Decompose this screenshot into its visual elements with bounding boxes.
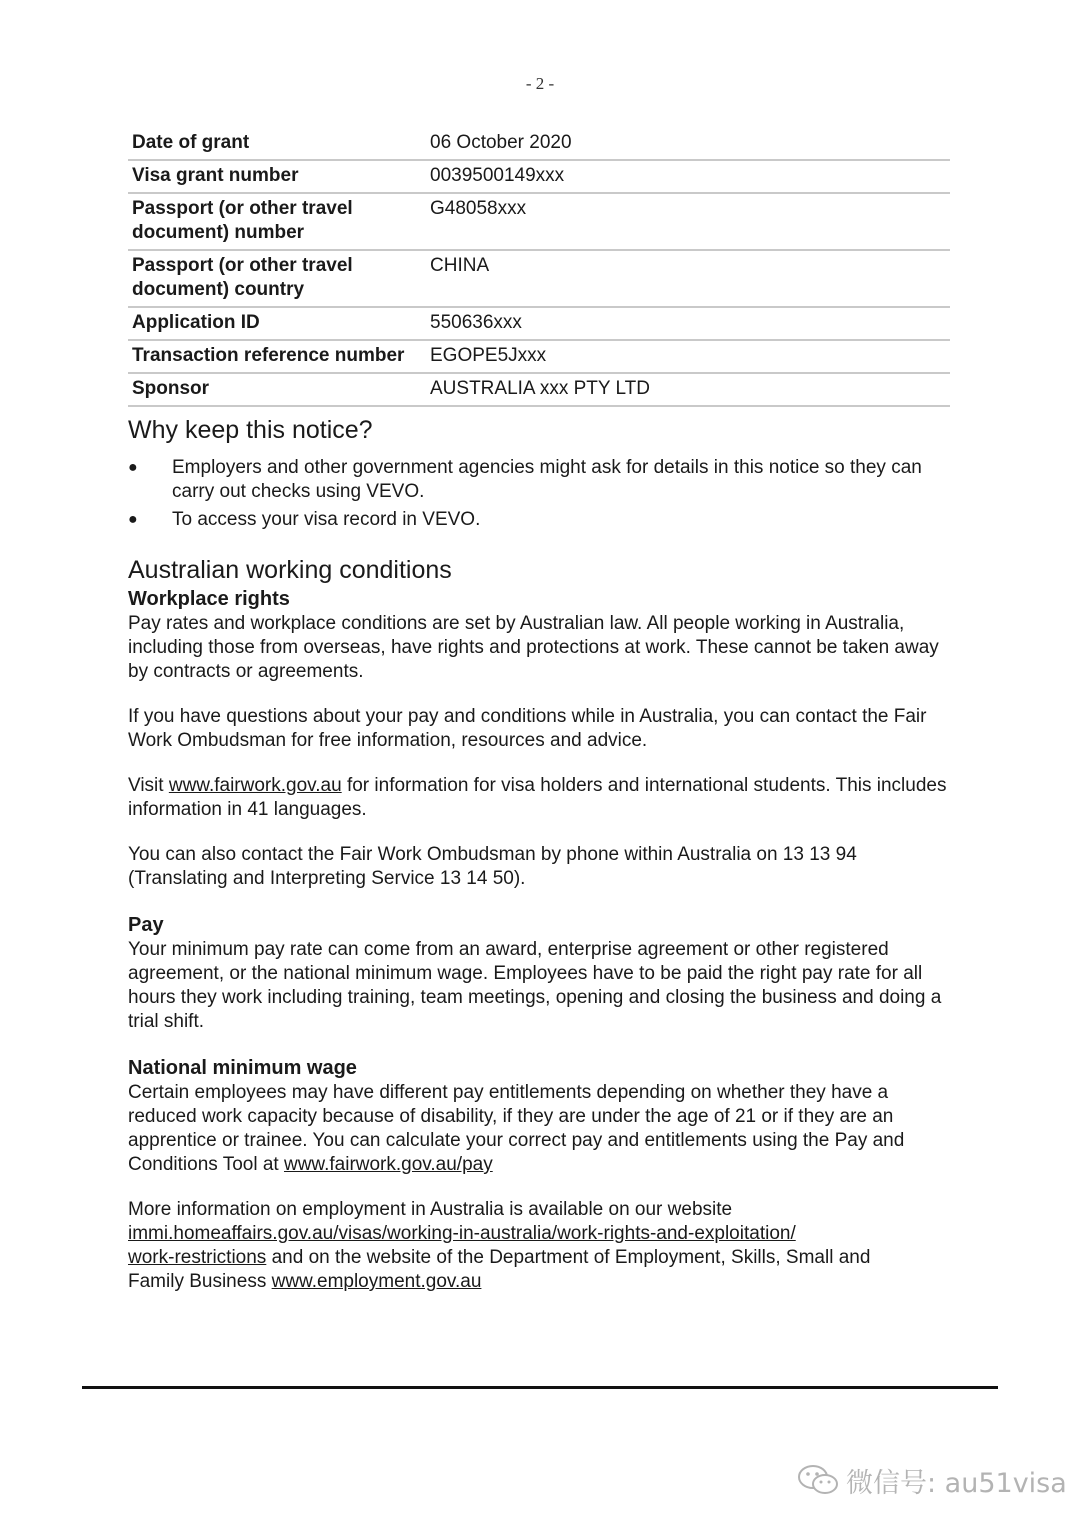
table-row — [128, 128, 950, 160]
text: More information on employment in Australia is available on our website — [128, 1199, 733, 1220]
text: Visit — [128, 775, 169, 796]
fairwork-link[interactable]: www.fairwork.gov.au — [168, 775, 342, 796]
text: and on the website of the Department of Employment, Skills, Small and Family Business — [128, 1247, 871, 1292]
employment-link[interactable]: www.employment.gov.au — [271, 1271, 482, 1292]
why-keep-list — [128, 456, 958, 532]
row-label: Transaction reference number — [128, 340, 426, 373]
row-value: G48058xxx — [426, 193, 950, 250]
bullet-text: To access your visa record in VEVO. — [172, 509, 481, 530]
row-value: 0039500149xxx — [426, 160, 950, 193]
table-row — [128, 250, 950, 307]
table-row — [128, 340, 950, 373]
row-value: 06 October 2020 — [426, 128, 950, 160]
row-value: 550636xxx — [426, 307, 950, 340]
row-label: Application ID — [128, 307, 426, 340]
bottom-rule — [82, 1386, 998, 1389]
main-content — [128, 414, 958, 1294]
paragraph: Pay rates and workplace conditions are set by Australian law. All people working in Australia, including those from overseas, have rights and protections at work. These cannot be taken away by contracts or agreements. — [128, 613, 939, 682]
link-text: work-restrictions — [128, 1247, 267, 1268]
national-minimum-wage-heading: National minimum wage — [128, 1057, 357, 1079]
row-value: AUSTRALIA xxx PTY LTD — [426, 373, 950, 406]
row-value: EGOPE5Jxxx — [426, 340, 950, 373]
paragraph: Your minimum pay rate can come from an award, enterprise agreement or other registered agreement, or the national minimum wage. Employees have to be paid the right pay rate for all hours they work including training, team meetings, opening and closing the business and doing a trial shift. — [128, 939, 942, 1032]
workplace-rights-heading: Workplace rights — [128, 588, 290, 610]
paragraph — [128, 1081, 958, 1177]
table-row — [128, 307, 950, 340]
bullet-icon: ● — [128, 459, 138, 476]
watermark — [796, 1462, 1067, 1498]
text: for information for visa holders and international students. This includes information in 41 languages. — [128, 775, 947, 820]
paragraph: You can also contact the Fair Work Ombudsman by phone within Australia on 13 13 94 (Translating and Interpreting Service 13 14 50). — [128, 844, 857, 889]
pay-heading: Pay — [128, 914, 164, 936]
row-label: Passport (or other travel document) country — [128, 250, 426, 307]
row-label: Date of grant — [128, 128, 426, 160]
row-label: Sponsor — [128, 373, 426, 406]
table-row — [128, 160, 950, 193]
paragraph — [128, 774, 958, 822]
working-conditions-heading: Australian working conditions — [128, 556, 452, 584]
text: Certain employees may have different pay entitlements depending on whether they have a reduced work capacity because of disability, if they are under the age of 21 or if they are an apprentice or trainee. You can calculate your correct pay and entitlements using the Pay and Conditions Tool at — [128, 1082, 905, 1175]
table-row — [128, 193, 950, 250]
row-value: CHINA — [426, 250, 950, 307]
row-label: Visa grant number — [128, 160, 426, 193]
paragraph — [128, 1198, 918, 1294]
paragraph: If you have questions about your pay and conditions while in Australia, you can contact the Fair Work Ombudsman for free information, resources and advice. — [128, 706, 927, 751]
bullet-text: Employers and other government agencies might ask for details in this notice so they can carry out checks using VEVO. — [172, 457, 922, 502]
why-keep-heading: Why keep this notice? — [128, 416, 373, 444]
link-text: immi.homeaffairs.gov.au/visas/working-in-australia/work-rights-and-exploitation/ — [128, 1223, 796, 1244]
fairwork-pay-link[interactable]: www.fairwork.gov.au/pay — [283, 1154, 493, 1175]
page-number: - 2 - — [525, 74, 555, 93]
wechat-icon — [796, 1463, 840, 1497]
list-item — [128, 508, 958, 532]
watermark-text: 微信号: au51visa — [846, 1467, 1067, 1499]
table-row — [128, 373, 950, 406]
visa-details-table — [128, 128, 950, 407]
row-label: Passport (or other travel document) number — [128, 193, 426, 250]
list-item — [128, 456, 958, 504]
bullet-icon: ● — [128, 511, 138, 528]
